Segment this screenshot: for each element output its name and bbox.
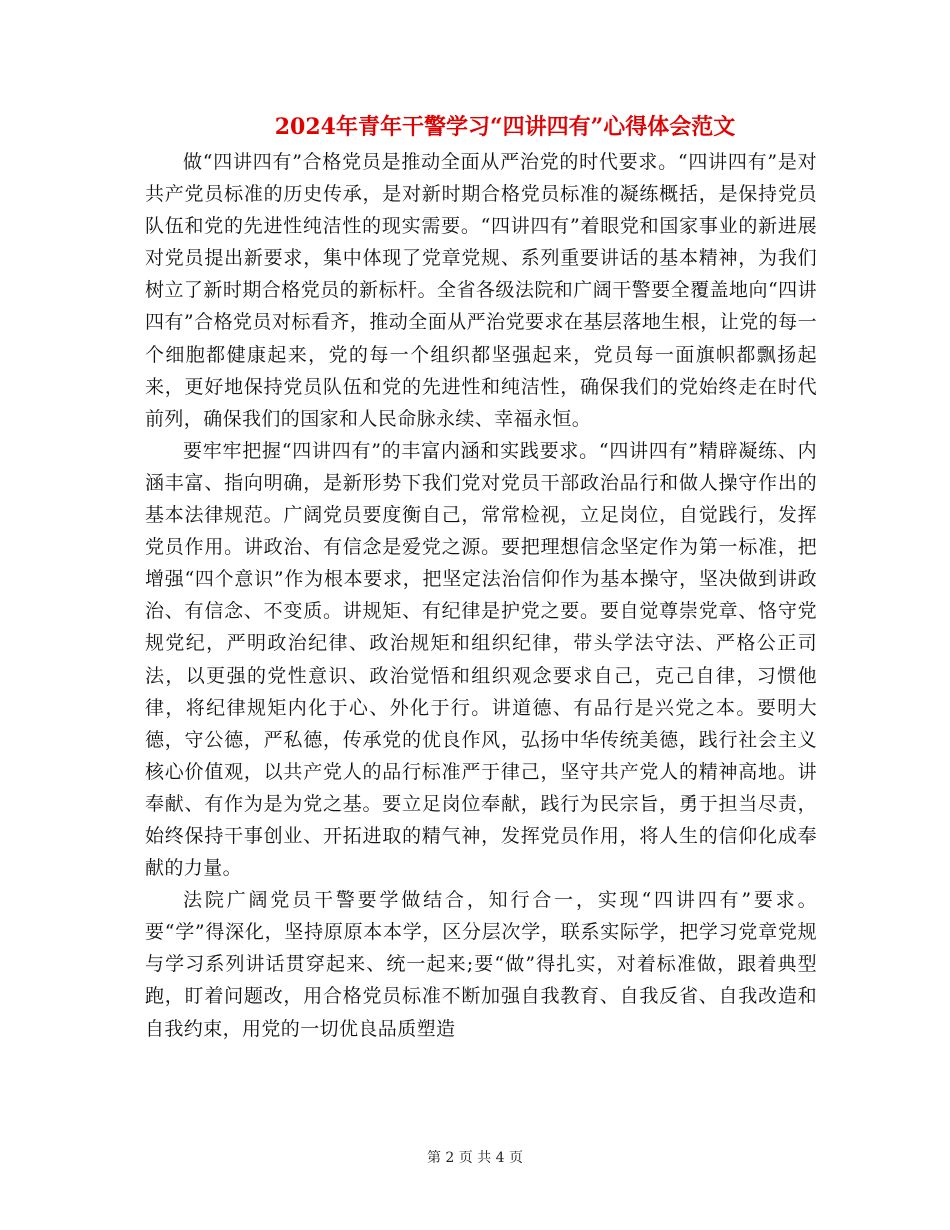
page-number-footer: 第 2 页 共 4 页: [426, 1150, 524, 1166]
document-title: 2024年青年干警学习“四讲四有”心得体会范文: [274, 114, 736, 140]
paragraph-2: 要牢牢把握“四讲四有”的丰富内涵和实践要求。“四讲四有”精辟凝练、内涵丰富、指向明确，是新形势下我们党对党员干部政治品行和做人操守作出的基本法律规范。广阔党员要度衡自己，常常检视，立足岗位，自觉践行，发挥党员作用。讲政治、有信念是爱党之源。要把理想信念坚定作为第一标准，把增强“四个意识”作为根本要求，把坚定法治信仰作为基本操守，坚决做到讲政治、有信念、不变质。讲规矩、有纪律是护党之要。要自觉尊崇党章、恪守党规党纪，严明政治纪律、政治规矩和组织纪律，带头学法守法、严格公正司法，以更强的党性意识、政治觉悟和组织观念要求自己，克己自律，习惯他律，将纪律规矩内化于心、外化于行。讲道德、有品行是兴党之本。要明大德，守公德，严私德，传承党的优良作风，弘扬中华传统美德，践行社会主义核心价值观，以共产党人的品行标准严于律己，坚守共产党人的精神高地。讲奉献、有作为是为党之基。要立足岗位奉献，践行为民宗旨，勇于担当尽责，始终保持干事创业、开拓进取的精气神，发挥党员作用，将人生的信仰化成奉献的力量。: [145, 439, 817, 880]
document-body: [145, 146, 817, 1045]
paragraph-3: 法院广阔党员干警要学做结合，知行合一，实现“四讲四有”要求。要“学”得深化，坚持原原本本学，区分层次学，联系实际学，把学习党章党规与学习系列讲话贯穿起来、统一起来;要“做”得扎实，对着标准做，跟着典型跑，盯着问题改，用合格党员标准不断加强自我教育、自我反省、自我改造和自我约束，用党的一切优良品质塑造: [145, 889, 817, 1040]
paragraph-1: 做“四讲四有”合格党员是推动全面从严治党的时代要求。“四讲四有”是对共产党员标准的历史传承，是对新时期合格党员标准的凝练概括，是保持党员队伍和党的先进性纯洁性的现实需要。“四讲四有”着眼党和国家事业的新进展对党员提出新要求，集中体现了党章党规、系列重要讲话的基本精神，为我们树立了新时期合格党员的新标杆。全省各级法院和广阔干警要全覆盖地向“四讲四有”合格党员对标看齐，推动全面从严治党要求在基层落地生根，让党的每一个细胞都健康起来，党的每一个组织都坚强起来，党员每一面旗帜都飘扬起来，更好地保持党员队伍和党的先进性和纯洁性，确保我们的党始终走在时代前列，确保我们的国家和人民命脉永续、幸福永恒。: [145, 151, 817, 430]
